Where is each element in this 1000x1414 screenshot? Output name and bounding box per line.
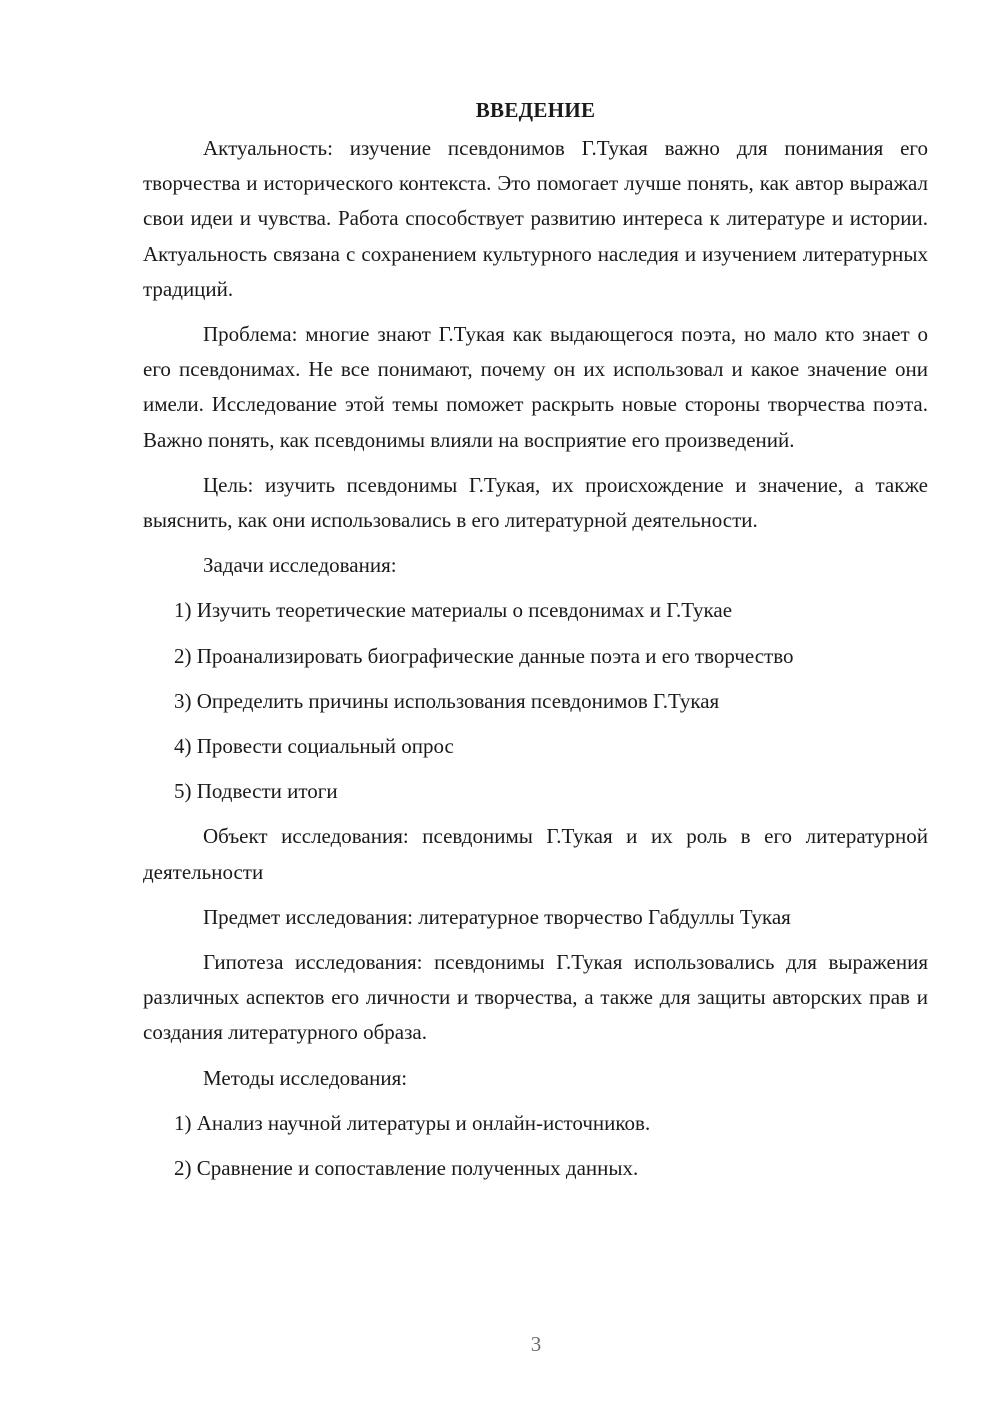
subject-paragraph: Предмет исследования: литературное творчество Габдуллы Тукая [203, 904, 791, 929]
problem-paragraph: Проблема: многие знают Г.Тукая как выдающегося поэта, но мало кто знает о его псевдонимах. Не все понимают, почему он их использовал и какое значение они имели. Исследование этой темы поможет раскрыть новые стороны творчества поэта. Важно понять, как псевдонимы влияли на восприятие его произведений. [143, 322, 928, 452]
methods-label: Методы исследования: [203, 1065, 408, 1090]
tasks-list [143, 593, 928, 809]
list-item: 5) Подвести итоги [174, 779, 338, 804]
list-item: 2) Сравнение и сопоставление полученных данных. [174, 1156, 639, 1181]
tasks-label: Задачи исследования: [203, 553, 397, 578]
methods-list [143, 1106, 928, 1186]
goal-paragraph: Цель: изучить псевдонимы Г.Тукая, их происхождение и значение, а также выяснить, как они использовались в его литературной деятельности. [143, 472, 928, 533]
relevance-paragraph: Актуальность: изучение псевдонимов Г.Тукая важно для понимания его творчества и исторического контекста. Это помогает лучше понять, как автор выражал свои идеи и чувства. Работа способствует развитию интереса к литературе и истории. Актуальность связана с сохранением культурного наследия и изучением литературных традиций. [143, 136, 928, 301]
list-item: 1) Изучить теоретические материалы о псевдонимах и Г.Тукае [174, 598, 733, 623]
page-content [143, 95, 928, 1196]
list-item: 1) Анализ научной литературы и онлайн-источников. [174, 1110, 651, 1135]
list-item: 3) Определить причины использования псевдонимов Г.Тукая [174, 688, 720, 713]
hypothesis-paragraph: Гипотеза исследования: псевдонимы Г.Тукая использовались для выражения различных аспектов его личности и творчества, а также для защиты авторских прав и создания литературного образа. [143, 950, 928, 1045]
object-paragraph: Объект исследования: псевдонимы Г.Тукая и их роль в его литературной деятельности [143, 824, 928, 884]
list-item: 2) Проанализировать биографические данные поэта и его творчество [174, 643, 794, 668]
list-item: 4) Провести социальный опрос [174, 734, 454, 759]
page-number: 3 [530, 1332, 542, 1356]
section-heading: ВВЕДЕНИЕ [475, 98, 596, 122]
